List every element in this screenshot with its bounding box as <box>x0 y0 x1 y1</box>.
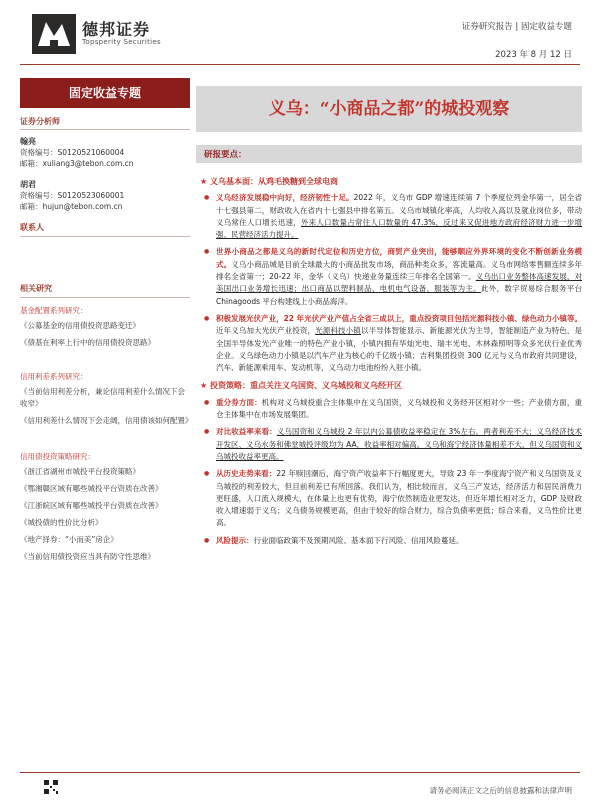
related-group-title: 信用利差系列研究： <box>20 372 88 381</box>
analyst-name: 胡君 <box>20 180 36 189</box>
related-link[interactable]: 《江浙皖区域有哪些城投平台资质在改善》 <box>20 501 163 510</box>
header-divider <box>20 64 580 65</box>
footer-disclaimer: 请务必阅读正文之后的信息披露和法律声明 <box>429 786 572 795</box>
bullet-point: ● 世界小商品之都是义乌的新时代定位和历史方位，商贸产业突出，能够顺应外界环境的变化不断创新业务模式。义乌小商品城是目前全球最大的小商品批发市场，商品种类众多，客流量高。义乌市网络零售额连续多年排名全省第一；20-22 年，金华（义乌）快递业务量连续三年排名全国第一。义乌出口业务整体高速发展，对美国出口业务增长迅速；出口商品以塑料制品、电机电气设备、服装等为主。此外，数字贸易综合服务平台 Chinagoods 平台构建线上小商品海洋。 <box>196 246 582 307</box>
section-heading: ★ 投资策略：重点关注义乌国资、义乌城投和义乌经开区 <box>200 381 402 391</box>
bullet-point: ● 义乌经济发展稳中向好，经济韧性十足。2022 年，义乌市 GDP 增速连续第 7 个季度位列金华第一，居全省十七强县第二，财政收入在省内十七强县中排名第五。义乌市城镇化率高，人均收入高以及就业岗位多，带动义乌常住人口增长迅速，外来人口数量占常住人口数量的 47.3%，反过来又促进地方政府经济财力进一步增强、民营经济活力提升。 <box>196 192 582 241</box>
main-content <box>196 170 582 552</box>
analyst-email[interactable]: 邮箱：xuliang3@tebon.com.cn <box>20 159 134 168</box>
related-link[interactable]: 《当前信用债投资应当具有防守性思维》 <box>20 552 155 561</box>
summary-label: 研报要点： <box>204 150 247 160</box>
page-title: 义乌：“小商品之都”的城投观察 <box>268 99 510 119</box>
related-research-heading: 相关研究 <box>20 283 190 298</box>
brand-name: 德邦证券 <box>82 20 151 39</box>
summary-bar <box>196 145 582 163</box>
analyst-heading: 证券分析师 <box>20 116 190 130</box>
related-link[interactable]: 《公募基金的信用债投资思路变迁》 <box>20 321 140 330</box>
category-banner: 固定收益专题 <box>20 78 190 108</box>
brand-name-en: Topsperity Securities <box>82 38 161 46</box>
left-sidebar <box>20 116 193 568</box>
title-box <box>196 86 582 132</box>
qr-code-icon <box>44 780 58 794</box>
bullet-point: ● 积极发展光伏产业，22 年光伏产业产值占全省三成以上，重点投资项目包括光源科技小镇、绿色动力小镇等。近年义乌加大光伏产业投资，光源科技小镇以半导体智能显示、新能源光伏为主导，智能制造产业为特色，是全国半导体发光产业唯一的特色产业小镇，小镇内拥有华灿光电、瑞丰光电、木林森照明等众多光伏行业优秀企业。义乌绿色动力小镇是以汽车产业为核心的千亿级小镇；吉利集团投资 300 亿元与义乌市政府共同建设，汽车、新能源乘用车、发动机等，义乌动力电池纷纷入驻小镇。 <box>196 313 582 374</box>
related-group-title: 基金配置系列研究： <box>20 306 88 315</box>
related-group-title: 信用债投资策略研究： <box>20 452 95 461</box>
report-date: 2023 年 8 月 12 日 <box>495 50 572 60</box>
section-heading: ★ 义乌基本面：从鸡毛换糖到全球电商 <box>200 177 338 186</box>
footer-divider <box>20 772 580 773</box>
related-link[interactable]: 《债基在利率上行中的信用债投资思路》 <box>20 338 155 347</box>
brand-logo-icon <box>32 14 76 54</box>
analyst-cert: 资格编号：S0120521060004 <box>20 148 125 157</box>
related-link[interactable]: 《地产择券：“小而美”房企》 <box>20 535 118 544</box>
contact-heading: 联系人 <box>20 222 190 237</box>
analyst-block <box>20 136 190 169</box>
analyst-name: 翰亮 <box>20 137 36 146</box>
bullet-point: ● 风险提示：行业面临政策不及预期风险、基本面下行风险、信用风险蔓延。 <box>196 535 582 547</box>
bullet-point: ● 对比收益率来看：义乌国资和义乌城投 2 年以内公募债收益率稳定在 3%左右，两者利差不大；义乌经济技术开发区、义乌水务和佛堂城投评级均为 AA，收益率相对偏高。义乌和海宁经济体量相差不大，但义乌国资和义乌城投收益率更高。 <box>196 426 582 463</box>
related-link[interactable]: 《鄂湘赣区域有哪些城投平台资质在改善》 <box>20 484 163 493</box>
report-type: 证券研究报告 | 固定收益专题 <box>461 22 572 32</box>
bullet-point: ● 从历史走势来看：22 年赎回潮后，海宁资产收益率下行幅度更大，导致 23 年一季度海宁资产和义乌国资及义乌城投的利差较大，但目前利差已有所回落。我们认为，相比较而言，义乌三产发达，经济活力和居民消费力更旺盛，人口流入规模大，在体量上也更有优势，海宁依然制造业更发达，但近年增长相对乏力，GDP 及财政收入增速弱于义乌；义乌债务规模更高，但由于较好的综合财力，综合负债率更低；综合来看，义乌性价比更高。 <box>196 468 582 529</box>
related-link[interactable]: 《城投债的性价比分析》 <box>20 518 103 527</box>
analyst-email[interactable]: 邮箱：hujun@tebon.com.cn <box>20 202 123 211</box>
bullet-point: ● 重分券方面：机构对义乌城投重合主体集中在义乌国资，义乌城投和义务经开区相对少一些；产业债方面，重仓主体集中在市场发展集团。 <box>196 397 582 422</box>
analyst-block <box>20 179 190 212</box>
related-link[interactable]: 《信用利差什么情况下会走阔，信用债该如何配置》 <box>20 416 193 425</box>
analyst-cert: 资格编号：S0120523060001 <box>20 191 125 200</box>
related-link[interactable]: 《当前信用利差分析，兼论信用利差什么情况下会收窄》 <box>20 387 185 408</box>
related-link[interactable]: 《浙江省湖州市城投平台投资策略》 <box>20 467 140 476</box>
